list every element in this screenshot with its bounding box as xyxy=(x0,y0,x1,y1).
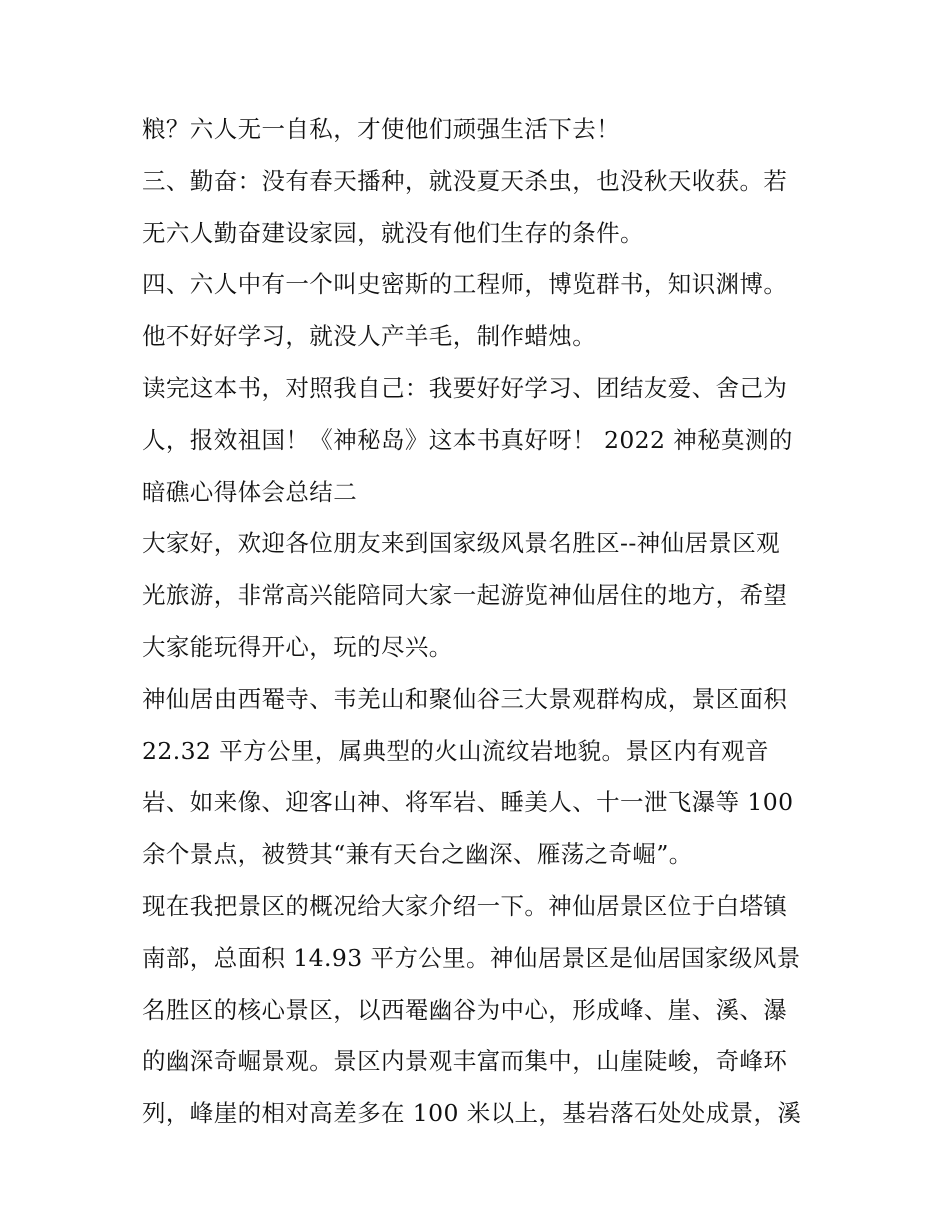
text-line: 岩、如来像、迎客山神、将军岩、睡美人、十一泄飞瀑等 100 xyxy=(142,788,794,817)
text-line: 余个景点，被赞其“兼有天台之幽深、雁荡之奇崛”。 xyxy=(142,840,693,869)
text-line: 22.32 平方公里，属典型的火山流纹岩地貌。景区内有观音 xyxy=(142,736,769,765)
text-line: 读完这本书，对照我自己：我要好好学习、团结友爱、舍己为 xyxy=(142,373,788,402)
text-line: 暗礁心得体会总结二 xyxy=(142,477,358,506)
body-text xyxy=(142,104,822,1140)
text-line: 人，报效祖国！《神秘岛》这本书真好呀！ 2022 神秘莫测的 xyxy=(142,425,793,454)
text-line: 光旅游，非常高兴能陪同大家一起游览神仙居住的地方，希望 xyxy=(142,581,788,610)
text-line: 他不好好学习，就没人产羊毛，制作蜡烛。 xyxy=(142,322,597,351)
text-line: 三、勤奋：没有春天播种，就没夏天杀虫，也没秋天收获。若 xyxy=(142,166,788,195)
text-line: 现在我把景区的概况给大家介绍一下。神仙居景区位于白塔镇 xyxy=(142,891,788,920)
text-line: 粮？六人无一自私，才使他们顽强生活下去！ xyxy=(142,115,620,143)
text-line: 无六人勤奋建设家园，就没有他们生存的条件。 xyxy=(142,218,644,247)
text-line: 列，峰崖的相对高差多在 100 米以上，基岩落石处处成景，溪 xyxy=(142,1099,802,1128)
text-line: 神仙居由西罨寺、韦羌山和聚仙谷三大景观群构成，景区面积 xyxy=(142,684,788,713)
text-line: 南部，总面积 14.93 平方公里。神仙居景区是仙居国家级风景 xyxy=(142,943,801,972)
text-line: 四、六人中有一个叫史密斯的工程师，博览群书，知识渊博。 xyxy=(142,270,788,299)
text-line: 的幽深奇崛景观。景区内景观丰富而集中，山崖陡峻，奇峰环 xyxy=(142,1047,788,1076)
text-line: 名胜区的核心景区，以西罨幽谷为中心，形成峰、崖、溪、瀑 xyxy=(142,995,788,1024)
text-line: 大家好，欢迎各位朋友来到国家级风景名胜区--神仙居景区观 xyxy=(142,529,781,558)
text-line: 大家能玩得开心，玩的尽兴。 xyxy=(142,632,453,661)
